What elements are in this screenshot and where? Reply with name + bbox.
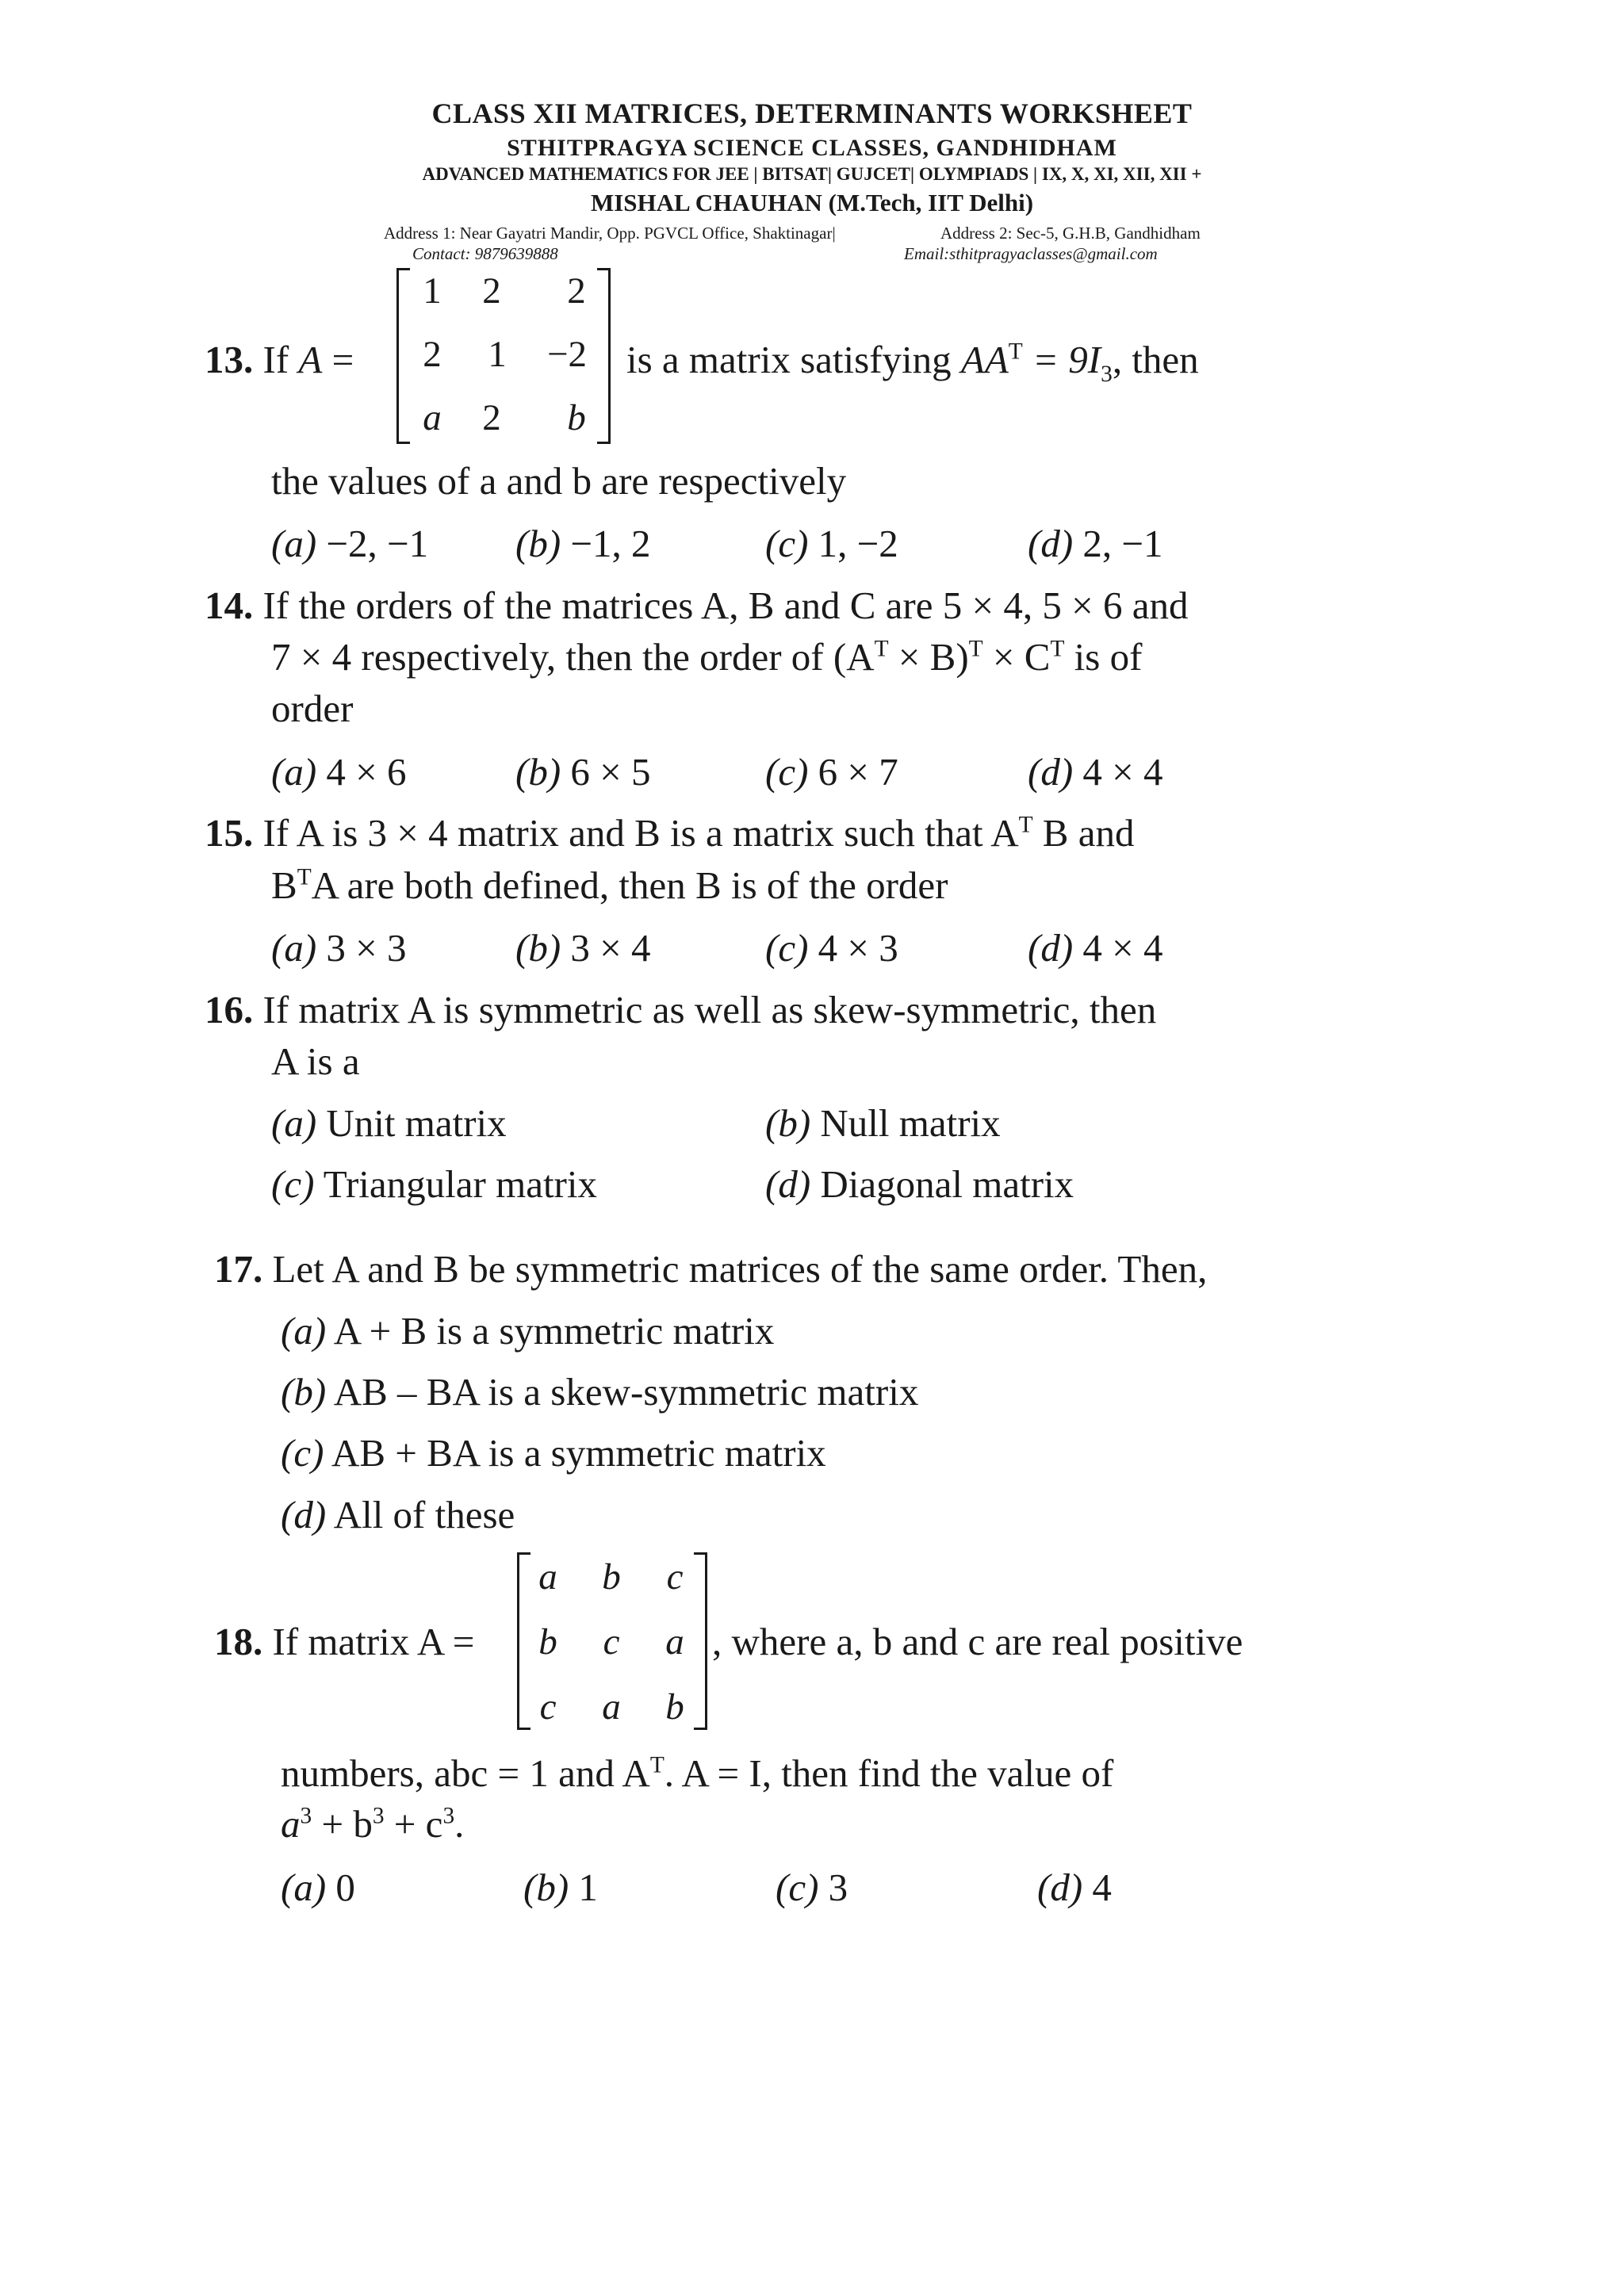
q18-option-b [523,1865,598,1910]
courses-subtitle: ADVANCED MATHEMATICS FOR JEE | BITSAT| GUJCET| OLYMPIADS | IX, X, XI, XII, XII + [422,164,1202,184]
question-number: 17. [214,1247,263,1291]
option-text: 6 × 5 [570,750,651,794]
q18-sup: T [649,1752,665,1778]
question-14-line1 [205,583,1188,628]
matrix-cell: c [603,1621,620,1663]
teacher-name: MISHAL CHAUHAN (M.Tech, IIT Delhi) [590,189,1034,216]
q18-l3d: . [454,1802,465,1846]
matrix-cell: c [539,1686,557,1728]
q15-l2b: A are both defined, then B is of the order [311,863,948,907]
q14-option-d [1028,749,1163,794]
option-letter: (b) [765,1101,811,1145]
matrix-cell: −2 [546,334,587,375]
question-number: 13. [205,338,254,381]
q15-option-c [765,925,898,970]
q18-l2a: numbers, abc = 1 and A [281,1751,650,1795]
option-text: 3 [828,1866,848,1909]
option-letter: (a) [271,1101,317,1145]
option-text: 6 × 7 [818,750,898,794]
question-15-line2 [271,863,948,908]
q17-option-a [281,1308,774,1353]
matrix-cell: a [665,1621,684,1663]
q17-option-c [281,1430,826,1475]
q14-text: If the orders of the matrices A, B and C are 5 × 4, 5 × 6 and [262,584,1189,627]
option-letter: (b) [515,522,561,565]
option-letter: (d) [281,1493,327,1536]
q18-sup: 3 [372,1803,385,1829]
q15-option-a [271,925,407,970]
matrix-cell: 2 [423,334,442,375]
question-number: 14. [205,584,254,627]
q15-sup: T [1018,812,1033,838]
option-text: Null matrix [820,1101,1001,1145]
question-15-line1 [205,810,1134,855]
q18-option-d [1037,1865,1112,1910]
q13-option-b [515,521,651,566]
q17-option-b [281,1369,918,1414]
q15-l1b: B and [1042,811,1135,855]
matrix-cell: a [602,1686,621,1728]
option-letter: (d) [1037,1866,1083,1909]
option-text: 4 × 4 [1082,926,1163,970]
q15-l2a: B [271,863,297,907]
question-number: 16. [205,988,254,1031]
option-text: 3 × 3 [326,926,407,970]
matrix-cell: 2 [482,270,501,312]
q14-sup: T [968,636,983,662]
q18-sup: 3 [442,1803,455,1829]
matrix-cell: b [567,397,586,438]
q14-option-a [271,749,407,794]
q18-l3b: + b [312,1802,373,1846]
option-letter: (a) [281,1866,327,1909]
option-text: Unit matrix [326,1101,507,1145]
matrix-cell: b [602,1556,621,1598]
q13-eq: = [331,338,354,381]
option-text: 1, −2 [818,522,898,565]
option-text: 4 × 6 [326,750,407,794]
question-18-line2 [281,1751,1113,1796]
q16-option-b [765,1100,1001,1146]
q16-text: If matrix A is symmetric as well as skew-symmetric, then [262,988,1157,1031]
option-letter: (a) [281,1309,327,1353]
q13-tail-a: is a matrix satisfying [626,338,952,381]
matrix-cell: 1 [423,270,442,312]
worksheet-title: CLASS XII MATRICES, DETERMINANTS WORKSHEET [431,98,1193,129]
q18-l2b: . A = I, then find the value of [664,1751,1114,1795]
matrix-cell: a [423,397,442,438]
question-16-line1 [205,987,1156,1032]
option-text: 4 × 4 [1082,750,1163,794]
q15-option-d [1028,925,1163,970]
q13-tail-b: , then [1112,338,1199,381]
option-letter: (a) [271,522,317,565]
q14-option-c [765,749,898,794]
matrix-cell: c [666,1556,684,1598]
address-1: Address 1: Near Gayatri Mandir, Opp. PGVCL Office, Shaktinagar| [384,224,836,243]
q14-option-b [515,749,651,794]
option-letter: (a) [271,926,317,970]
option-letter: (b) [515,926,561,970]
option-text: −2, −1 [326,522,429,565]
option-letter: (c) [776,1866,819,1909]
option-text: 1 [578,1866,598,1909]
option-letter: (d) [765,1162,811,1206]
matrix-cell: 1 [488,334,507,375]
q13-if: If [262,338,289,381]
q13-option-c [765,521,898,566]
q14-sup: T [1050,636,1065,662]
option-text: 4 × 3 [818,926,898,970]
q18-option-a [281,1865,355,1910]
question-14-line3: order [271,687,354,730]
option-text: All of these [333,1493,515,1536]
q16-option-c [271,1161,597,1207]
q13-var: A [298,338,323,381]
option-text: Diagonal matrix [820,1162,1074,1206]
q14-mid: × B) [888,635,969,679]
option-text: 4 [1092,1866,1112,1909]
question-14-line2 [271,634,1142,679]
option-text: 2, −1 [1082,522,1163,565]
option-letter: (d) [1028,522,1074,565]
question-18-tail: , where a, b and c are real positive [712,1620,1243,1663]
question-13-line2: the values of a and b are respectively [271,459,847,503]
question-number: 15. [205,811,254,855]
option-letter: (a) [271,750,317,794]
q18-lead: If matrix A = [272,1620,475,1663]
option-letter: (b) [523,1866,569,1909]
option-letter: (c) [765,926,809,970]
q16-option-a [271,1100,507,1146]
contact-email: Email:sthitpragyaclasses@gmail.com [904,244,1158,263]
question-13-condition [626,337,1199,388]
q15-l1a: If A is 3 × 4 matrix and B is a matrix such that A [262,811,1019,855]
question-number: 18. [214,1620,263,1663]
address-2: Address 2: Sec-5, G.H.B, Gandhidham [940,224,1201,243]
q17-text: Let A and B be symmetric matrices of the same order. Then, [272,1247,1208,1291]
q16-option-d [765,1161,1074,1207]
q18-l3c: + c [384,1802,443,1846]
option-text: −1, 2 [570,522,651,565]
q14-l2: 7 × 4 respectively, then the order of (A [271,635,875,679]
option-letter: (c) [281,1431,324,1475]
option-letter: (c) [765,522,809,565]
q15-sup: T [297,864,312,890]
option-text: AB + BA is a symmetric matrix [331,1431,826,1475]
matrix-cell: b [665,1686,684,1728]
option-letter: (c) [765,750,809,794]
q14-end: is of [1064,635,1143,679]
question-16-line2: A is a [271,1039,360,1083]
q13-option-d [1028,521,1163,566]
option-text: 3 × 4 [570,926,651,970]
q18-sup: 3 [300,1803,312,1829]
option-text: Triangular matrix [323,1162,597,1206]
q17-option-d [281,1492,515,1537]
option-letter: (c) [271,1162,315,1206]
option-text: 0 [335,1866,355,1909]
matrix-cell: b [538,1621,557,1663]
q15-option-b [515,925,651,970]
q14-sup: T [874,636,889,662]
q13-cond-eq: = 9I [1032,338,1101,381]
q13-cond: AA [960,338,1009,381]
q13-option-a [271,521,428,566]
question-13-lead [205,337,354,382]
option-text: AB – BA is a skew-symmetric matrix [333,1370,919,1414]
q14-mid2: × C [982,635,1051,679]
institute-name: STHITPRAGYA SCIENCE CLASSES, GANDHIDHAM [507,135,1117,161]
q18-l3a: a [281,1802,301,1846]
matrix-cell: 2 [482,397,501,438]
q13-cond-sub: 3 [1101,361,1113,387]
matrix-cell: a [538,1556,557,1598]
q18-option-c [776,1865,848,1910]
q13-cond-sup: T [1008,339,1023,365]
option-letter: (b) [281,1370,327,1414]
question-18-line3 [281,1801,464,1846]
question-18-lead [214,1619,474,1664]
option-letter: (b) [515,750,561,794]
option-letter: (d) [1028,926,1074,970]
option-letter: (d) [1028,750,1074,794]
option-text: A + B is a symmetric matrix [333,1309,775,1353]
matrix-cell: 2 [567,270,586,312]
question-17-line1 [214,1246,1207,1292]
contact-number: Contact: 9879639888 [412,244,558,263]
